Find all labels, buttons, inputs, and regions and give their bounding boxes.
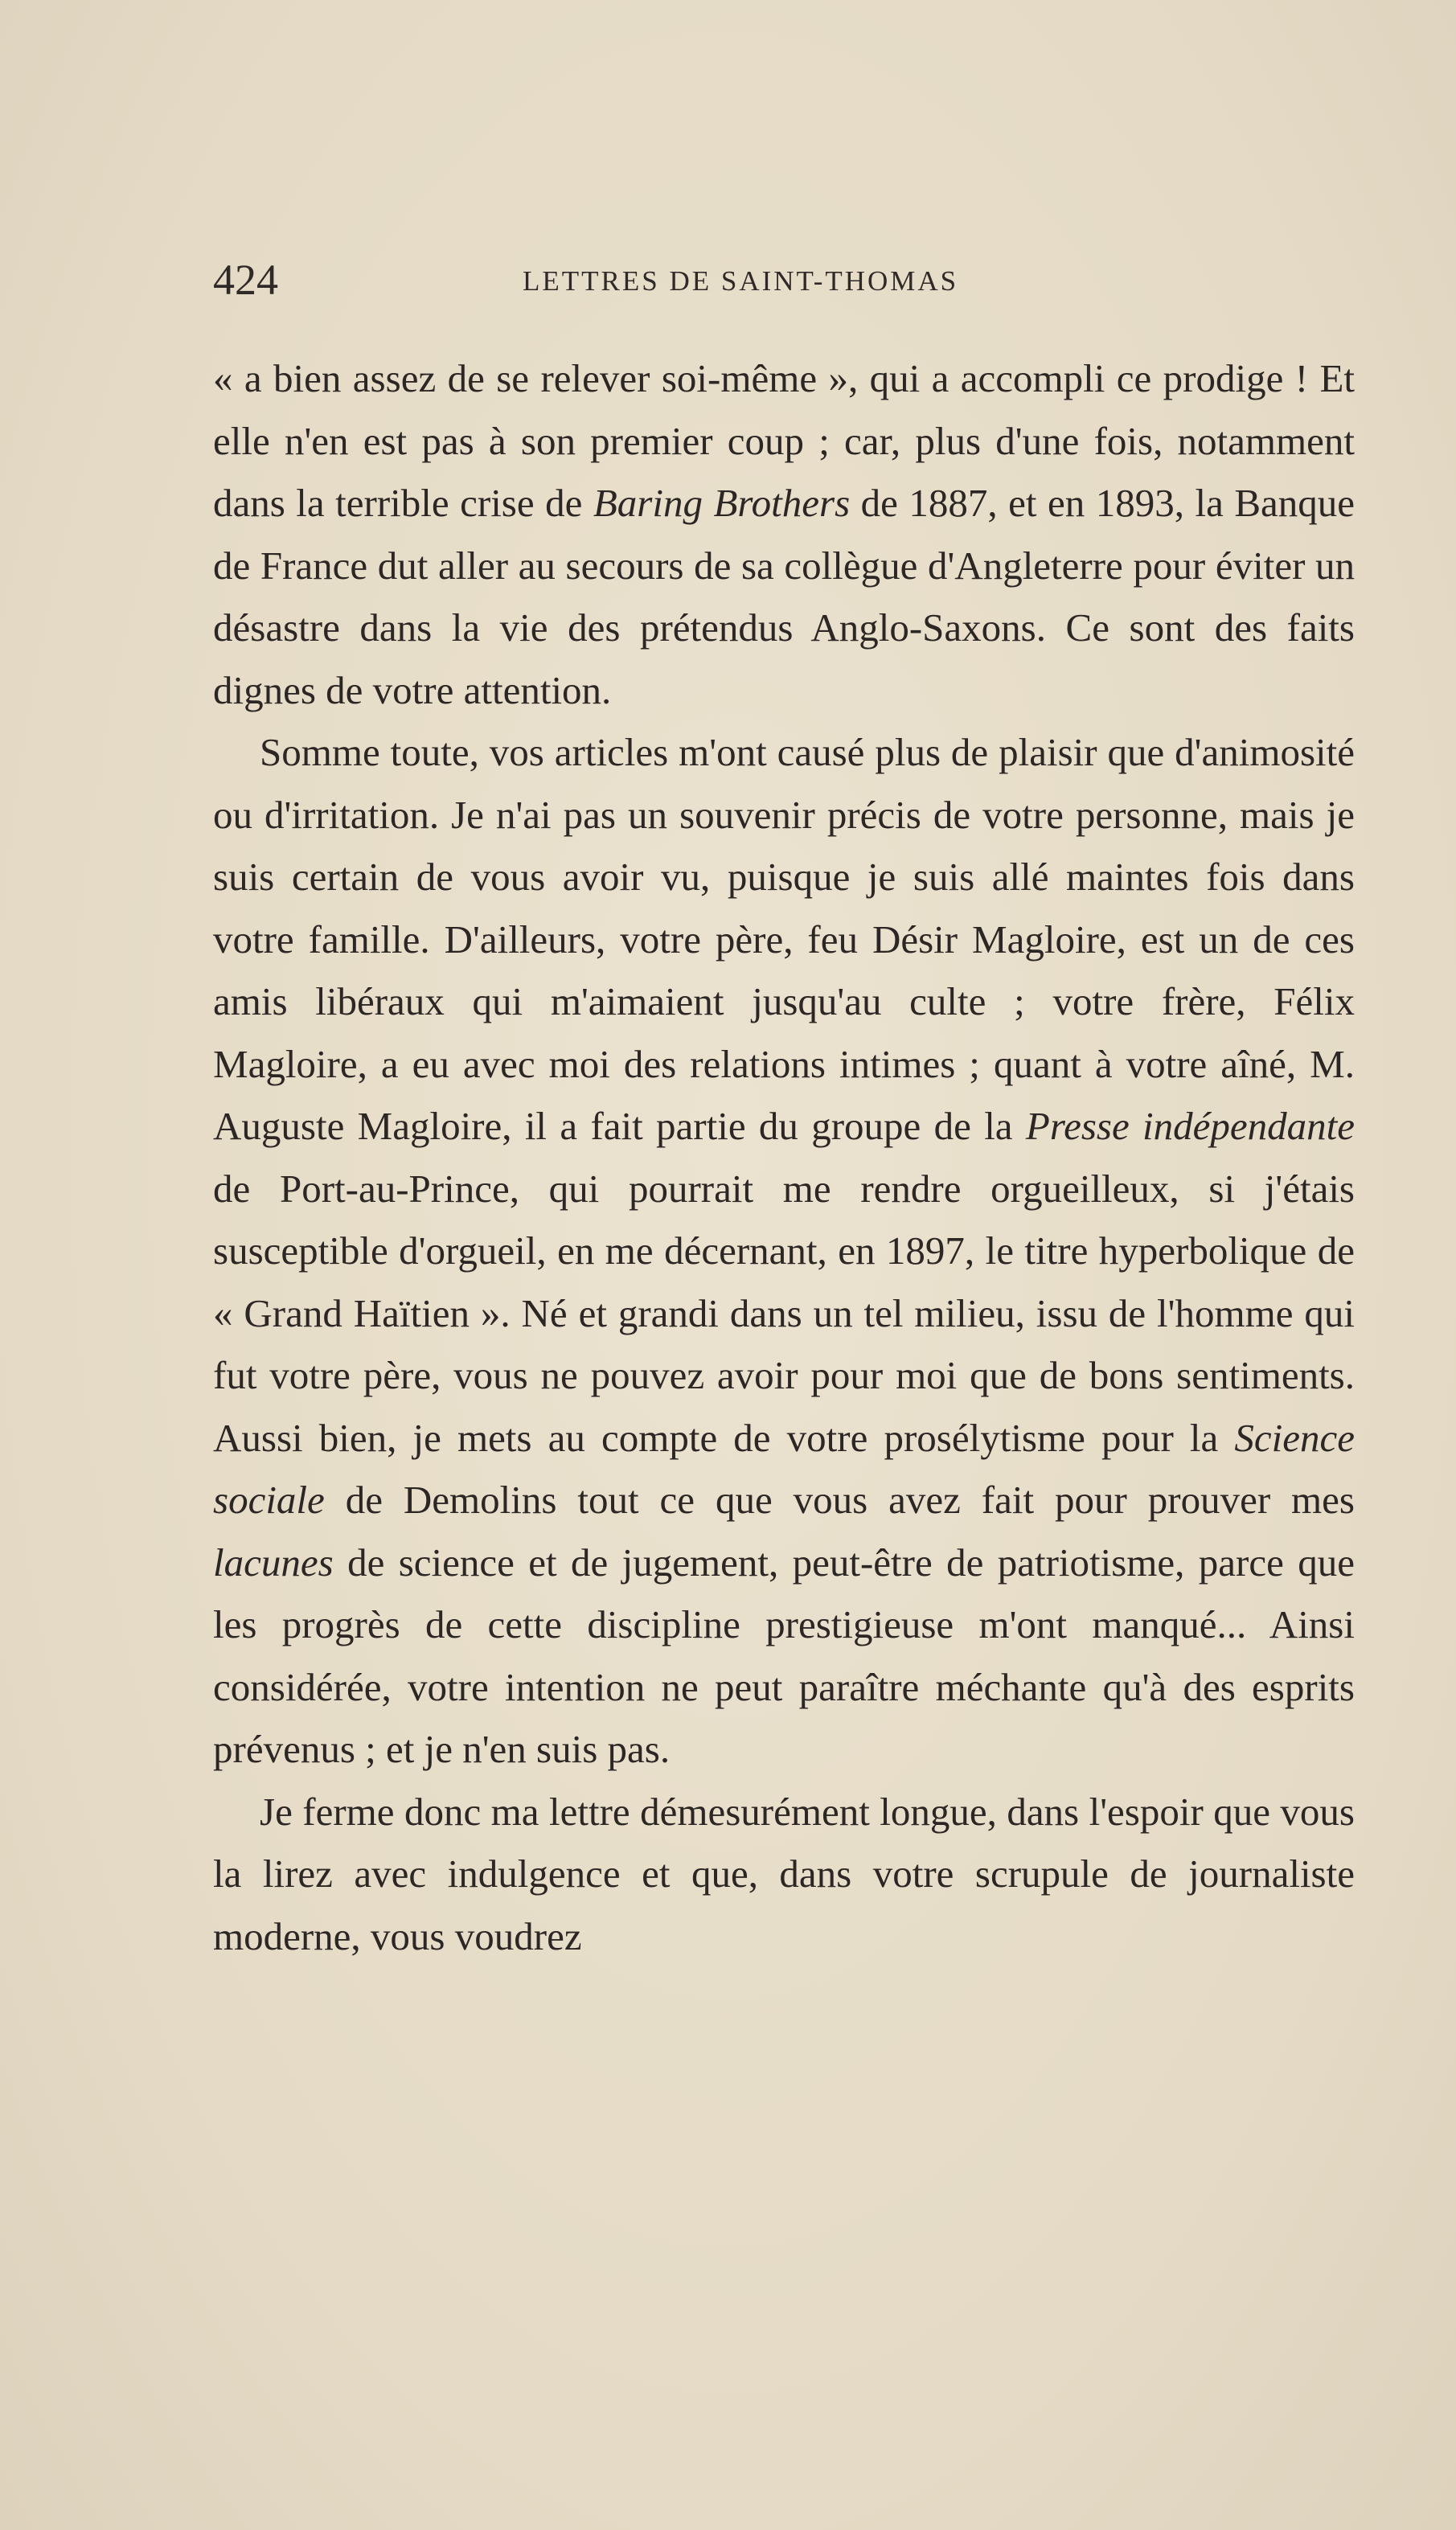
italic-phrase: Science sociale [213,1415,1355,1522]
body-text [213,347,1355,1967]
page-header [213,256,1041,304]
italic-phrase: Baring Brothers [593,481,851,525]
text-run: de Demolins tout ce que vous avez fait pour prouver mes [324,1478,1355,1522]
text-run: de Port-au-Prince, qui pourrait me rendre orgueilleux, si j'étais susceptible d'orgueil, en me décernant, en 1897, le titre hyperbolique de « Grand Haïtien ». Né et grandi dans un tel milieu, issu de l'homme qui fut votre père, vous ne pouvez avoir pour moi que de bons sentiments. Aussi bien, je mets au compte de votre prosélytisme pour la [213,1166,1355,1460]
paragraph [213,721,1355,1781]
text-run: « a bien assez de se relever soi-même », qui a accompli ce prodige ! Et elle n'en est pas à son premier coup ; car, plus d'une fois, notamment dans la terrible crise de [213,356,1355,525]
paragraph-continuation [213,347,1355,721]
italic-phrase: Presse indépendante [1025,1104,1356,1148]
text-run: Somme toute, vos articles m'ont causé plus de plaisir que d'animosité ou d'irritation. Je n'ai pas un souvenir précis de votre personne, mais je suis certain de vous avoir vu, puisque je suis allé maintes fois dans votre famille. D'ailleurs, votre père, feu Désir Magloire, est un de ces amis libéraux qui m'aimaient jusqu'au culte ; votre frère, Félix Magloire, a eu avec moi des relations intimes ; quant à votre aîné, M. Auguste Magloire, il a fait partie du groupe de la [213,730,1355,1148]
paragraph [213,1781,1355,1968]
italic-phrase: lacunes [213,1540,334,1585]
text-run: Je ferme donc ma lettre démesurément longue, dans l'espoir que vous la lirez avec indulgence et que, dans votre scrupule de journaliste moderne, vous voudrez [213,1789,1355,1958]
text-run: de 1887, et en 1893, la Banque de France dut aller au secours de sa collègue d'Angleterre pour éviter un désastre dans la vie des prétendus Anglo-Saxons. Ce sont des faits dignes de votre attention. [213,481,1355,712]
text-run: de science et de jugement, peut-être de patriotisme, parce que les progrès de cette discipline prestigieuse m'ont manqué... Ainsi considérée, votre intention ne peut paraître méchante qu'à des esprits prévenus ; et je n'en suis pas. [213,1540,1355,1771]
page-number: 424 [213,256,278,304]
running-title: LETTRES DE SAINT-THOMAS [523,265,959,297]
